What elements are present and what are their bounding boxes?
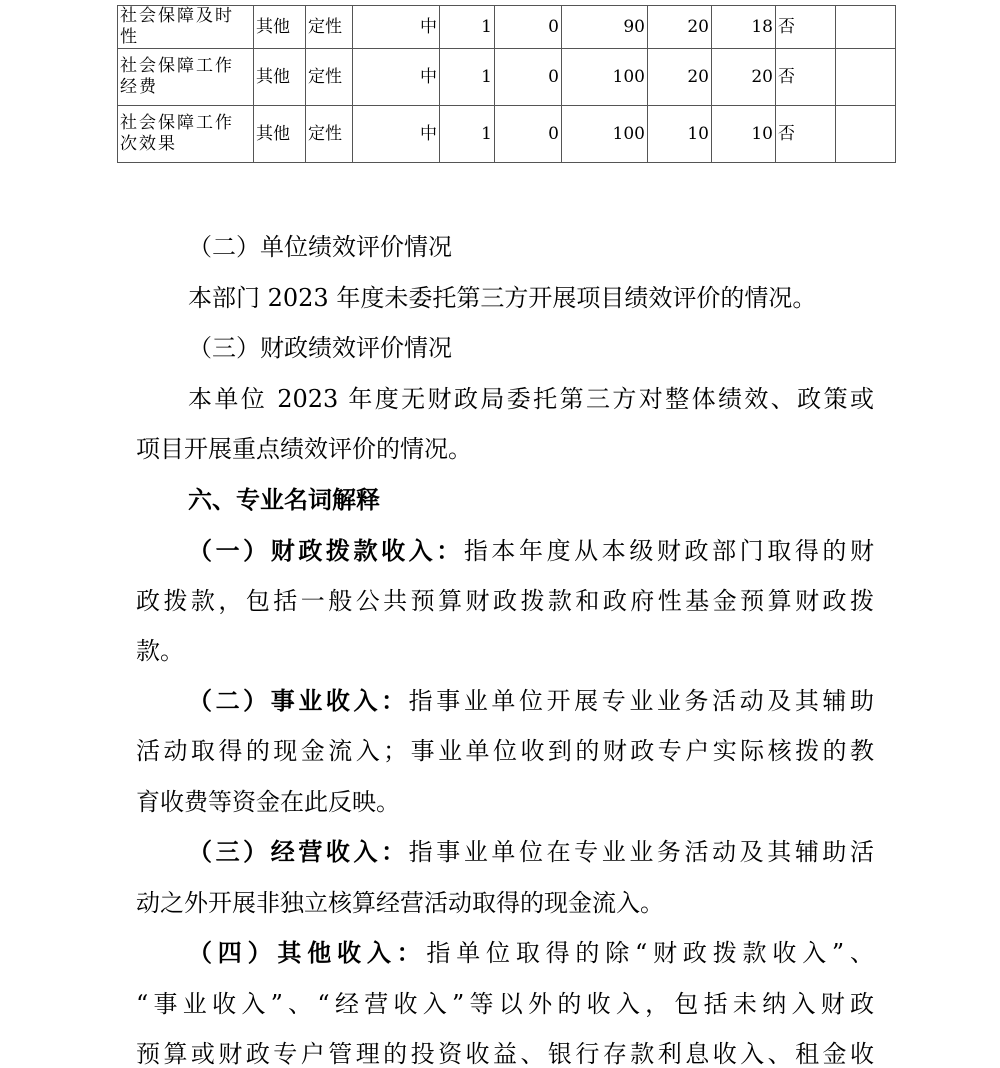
target-value-cell: 100 — [562, 49, 648, 106]
value-cell: 0 — [495, 6, 562, 49]
table-row — [118, 106, 896, 163]
glossary-term: （三）经营收入： — [188, 838, 409, 866]
indicator-name-cell: 社会保障及时性 — [118, 6, 254, 49]
table-row — [118, 6, 896, 49]
score-cell: 20 — [648, 49, 712, 106]
unit-eval-heading: （二）单位绩效评价情况 — [188, 233, 452, 261]
indicator-type-cell: 其他 — [254, 6, 306, 49]
target-value-cell: 100 — [562, 106, 648, 163]
note-cell — [836, 6, 896, 49]
value-cell: 1 — [440, 106, 495, 163]
weight-level-cell: 中 — [353, 6, 440, 49]
glossary-text: 指本年度从本级财政部门取得的财 — [463, 537, 875, 565]
performance-indicator-table — [117, 5, 896, 163]
glossary-term: （一）财政拨款收入： — [188, 537, 464, 565]
indicator-name-cell: 社会保障工作经费 — [118, 49, 254, 106]
glossary-text: 指单位取得的除“财政拨款收入”、 — [426, 939, 874, 967]
glossary-text: 活动取得的现金流入；事业单位收到的财政专户实际核拨的教 — [136, 737, 874, 765]
glossary-term: （二）事业收入： — [188, 687, 409, 715]
score-cell: 10 — [648, 106, 712, 163]
actual-score-cell: 10 — [712, 106, 776, 163]
unit-eval-body-line: 本部门 2023 年度未委托第三方开展项目绩效评价的情况。 — [188, 284, 817, 312]
actual-score-cell: 18 — [712, 6, 776, 49]
glossary-term: （四）其他收入： — [188, 939, 427, 967]
indicator-type-cell: 其他 — [254, 106, 306, 163]
glossary-text: 政拨款，包括一般公共预算财政拨款和政府性基金预算财政拨 — [136, 587, 874, 615]
indicator-nature-cell: 定性 — [306, 106, 353, 163]
glossary-text: 指事业单位在专业业务活动及其辅助活 — [408, 838, 875, 866]
score-cell: 20 — [648, 6, 712, 49]
glossary-text: 育收费等资金在此反映。 — [136, 788, 400, 816]
weight-level-cell: 中 — [353, 49, 440, 106]
deduction-flag-cell: 否 — [776, 106, 836, 163]
glossary-heading: 六、专业名词解释 — [188, 486, 380, 514]
glossary-item-fiscal — [188, 538, 874, 564]
value-cell: 0 — [495, 106, 562, 163]
glossary-text: 指事业单位开展专业业务活动及其辅助 — [408, 687, 875, 715]
glossary-text: 预算或财政专户管理的投资收益、银行存款利息收入、租金收 — [136, 1040, 874, 1068]
table-row — [118, 49, 896, 106]
indicator-name-cell: 社会保障工作次效果 — [118, 106, 254, 163]
actual-score-cell: 20 — [712, 49, 776, 106]
glossary-item-other — [188, 940, 874, 966]
finance-eval-body-line: 项目开展重点绩效评价的情况。 — [136, 435, 472, 463]
indicator-nature-cell: 定性 — [306, 6, 353, 49]
deduction-flag-cell: 否 — [776, 49, 836, 106]
note-cell — [836, 49, 896, 106]
glossary-item-business — [188, 688, 874, 714]
glossary-text: “事业收入”、“经营收入”等以外的收入，包括未纳入财政 — [136, 990, 874, 1018]
value-cell: 0 — [495, 49, 562, 106]
glossary-text: 动之外开展非独立核算经营活动取得的现金流入。 — [136, 889, 664, 917]
value-cell: 1 — [440, 49, 495, 106]
finance-eval-heading: （三）财政绩效评价情况 — [188, 334, 452, 362]
glossary-item-operating — [188, 839, 874, 865]
note-cell — [836, 106, 896, 163]
finance-eval-body-line: 本单位 2023 年度无财政局委托第三方对整体绩效、政策或 — [188, 385, 874, 413]
deduction-flag-cell: 否 — [776, 6, 836, 49]
value-cell: 1 — [440, 6, 495, 49]
indicator-type-cell: 其他 — [254, 49, 306, 106]
indicator-nature-cell: 定性 — [306, 49, 353, 106]
glossary-text: 款。 — [136, 637, 184, 665]
weight-level-cell: 中 — [353, 106, 440, 163]
target-value-cell: 90 — [562, 6, 648, 49]
